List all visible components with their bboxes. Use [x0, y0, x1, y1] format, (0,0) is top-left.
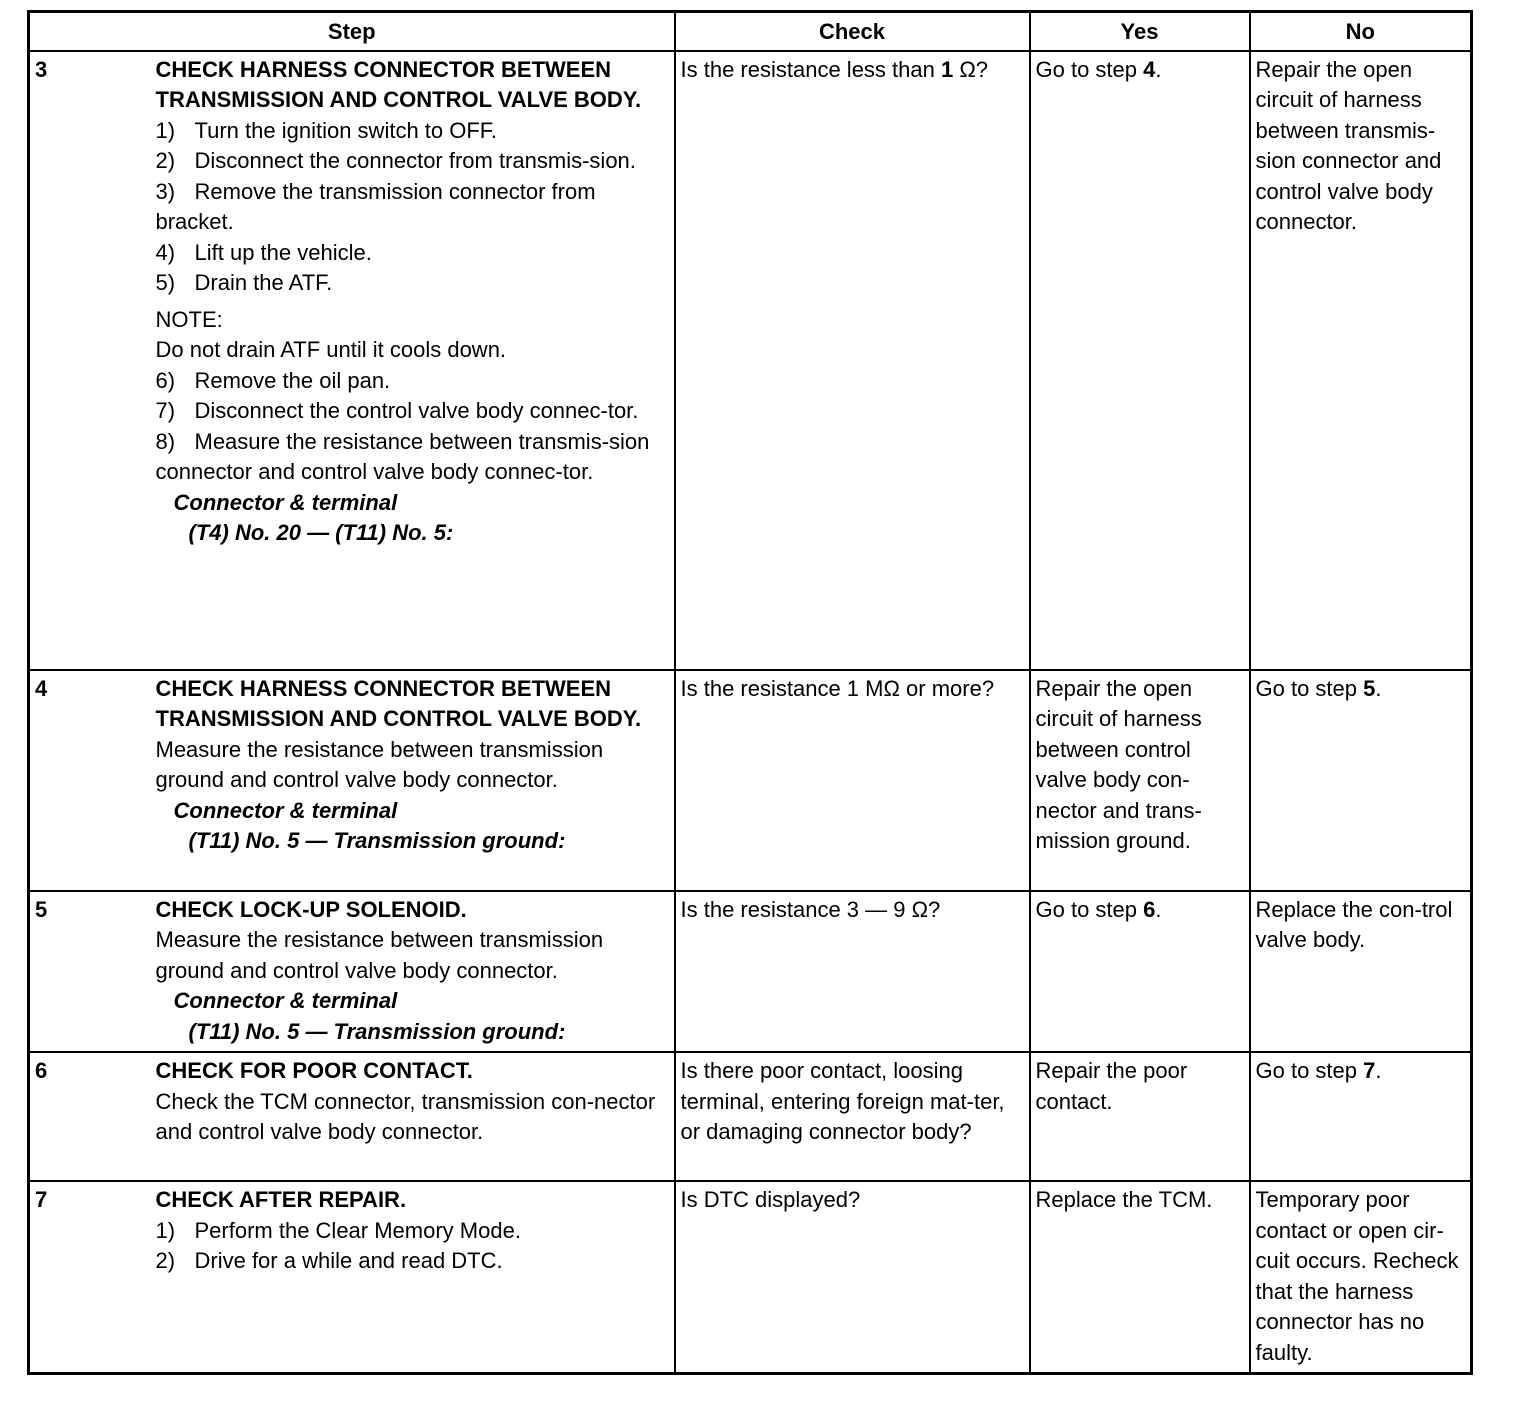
step-text: Measure the resistance between transmission ground and control valve body connector.	[155, 927, 604, 983]
sub-step: 1) Perform the Clear Memory Mode.	[155, 1217, 521, 1243]
table-row	[29, 670, 1472, 891]
no-cell: Repair the open circuit of harness between transmis-sion connector and control valve body connector.	[1250, 51, 1472, 670]
connector-value: (T4) No. 20 — (T11) No. 5:	[188, 520, 454, 545]
check-cell: Is the resistance 3 — 9 Ω?	[675, 891, 1030, 1053]
check-cell: Is DTC displayed?	[675, 1181, 1030, 1374]
sub-step: 4) Lift up the vehicle.	[155, 239, 372, 265]
step-title: CHECK AFTER REPAIR.	[155, 1187, 407, 1212]
step-description	[151, 670, 675, 891]
sub-step: 3) Remove the transmission connector from bracket.	[155, 178, 596, 234]
step-number: 4	[29, 670, 151, 891]
connector-value: (T11) No. 5 — Transmission ground:	[188, 828, 566, 853]
no-cell: Replace the con-trol valve body.	[1250, 891, 1472, 1053]
table-row	[29, 1052, 1472, 1181]
connector-value: (T11) No. 5 — Transmission ground:	[188, 1018, 566, 1044]
connector-label: Connector & terminal	[173, 489, 398, 515]
diagnostic-procedure-table	[27, 10, 1473, 1375]
step-description	[151, 1052, 675, 1181]
check-cell: Is the resistance 1 MΩ or more?	[675, 670, 1030, 891]
yes-cell: Repair the open circuit of harness between control valve body con-nector and trans-mission ground.	[1030, 670, 1250, 891]
step-number: 5	[29, 891, 151, 1053]
step-number: 6	[29, 1052, 151, 1181]
step-text: Measure the resistance between transmission ground and control valve body connector.	[155, 736, 604, 792]
yes-cell: Repair the poor contact.	[1030, 1052, 1250, 1181]
header-row	[29, 12, 1472, 51]
sub-step: 7) Disconnect the control valve body connec-tor.	[155, 398, 639, 423]
no-cell: Go to step 5.	[1250, 670, 1472, 891]
note-label: NOTE:	[155, 306, 223, 332]
no-cell: Temporary poor contact or open cir-cuit occurs. Recheck that the harness connector has no faulty.	[1250, 1181, 1472, 1374]
sub-step: 2) Drive for a while and read DTC.	[155, 1248, 503, 1273]
header-no: No	[1250, 12, 1472, 51]
step-title: CHECK HARNESS CONNECTOR BETWEEN TRANSMISSION AND CONTROL VALVE BODY.	[155, 675, 642, 731]
yes-cell: Go to step 6.	[1030, 891, 1250, 1053]
connector-label: Connector & terminal	[173, 988, 398, 1013]
sub-step: 5) Drain the ATF.	[155, 270, 333, 295]
step-text: Check the TCM connector, transmission con-nector and control valve body connector.	[155, 1088, 656, 1144]
no-cell: Go to step 7.	[1250, 1052, 1472, 1181]
yes-cell: Replace the TCM.	[1030, 1181, 1250, 1374]
step-description	[151, 51, 675, 670]
header-step: Step	[29, 12, 675, 51]
check-cell: Is the resistance less than 1 Ω?	[675, 51, 1030, 670]
step-title: CHECK LOCK-UP SOLENOID.	[155, 896, 467, 922]
header-yes: Yes	[1030, 12, 1250, 51]
step-number: 7	[29, 1181, 151, 1374]
step-title: CHECK FOR POOR CONTACT.	[155, 1058, 473, 1083]
yes-cell: Go to step 4.	[1030, 51, 1250, 670]
step-description	[151, 1181, 675, 1374]
step-description	[151, 891, 675, 1053]
connector-label: Connector & terminal	[173, 797, 398, 823]
sub-step: 8) Measure the resistance between transmis-sion connector and control valve body connec-tor.	[155, 428, 650, 484]
step-number: 3	[29, 51, 151, 670]
check-cell: Is there poor contact, loosing terminal, entering foreign mat-ter, or damaging connector body?	[675, 1052, 1030, 1181]
sub-step: 6) Remove the oil pan.	[155, 367, 391, 393]
sub-step: 1) Turn the ignition switch to OFF.	[155, 117, 497, 143]
table-row	[29, 51, 1472, 670]
note-text: Do not drain ATF until it cools down.	[155, 337, 507, 362]
table-row	[29, 1181, 1472, 1374]
step-title: CHECK HARNESS CONNECTOR BETWEEN TRANSMISSION AND CONTROL VALVE BODY.	[155, 56, 642, 112]
header-check: Check	[675, 12, 1030, 51]
table-row	[29, 891, 1472, 1053]
sub-step: 2) Disconnect the connector from transmis-sion.	[155, 148, 636, 173]
